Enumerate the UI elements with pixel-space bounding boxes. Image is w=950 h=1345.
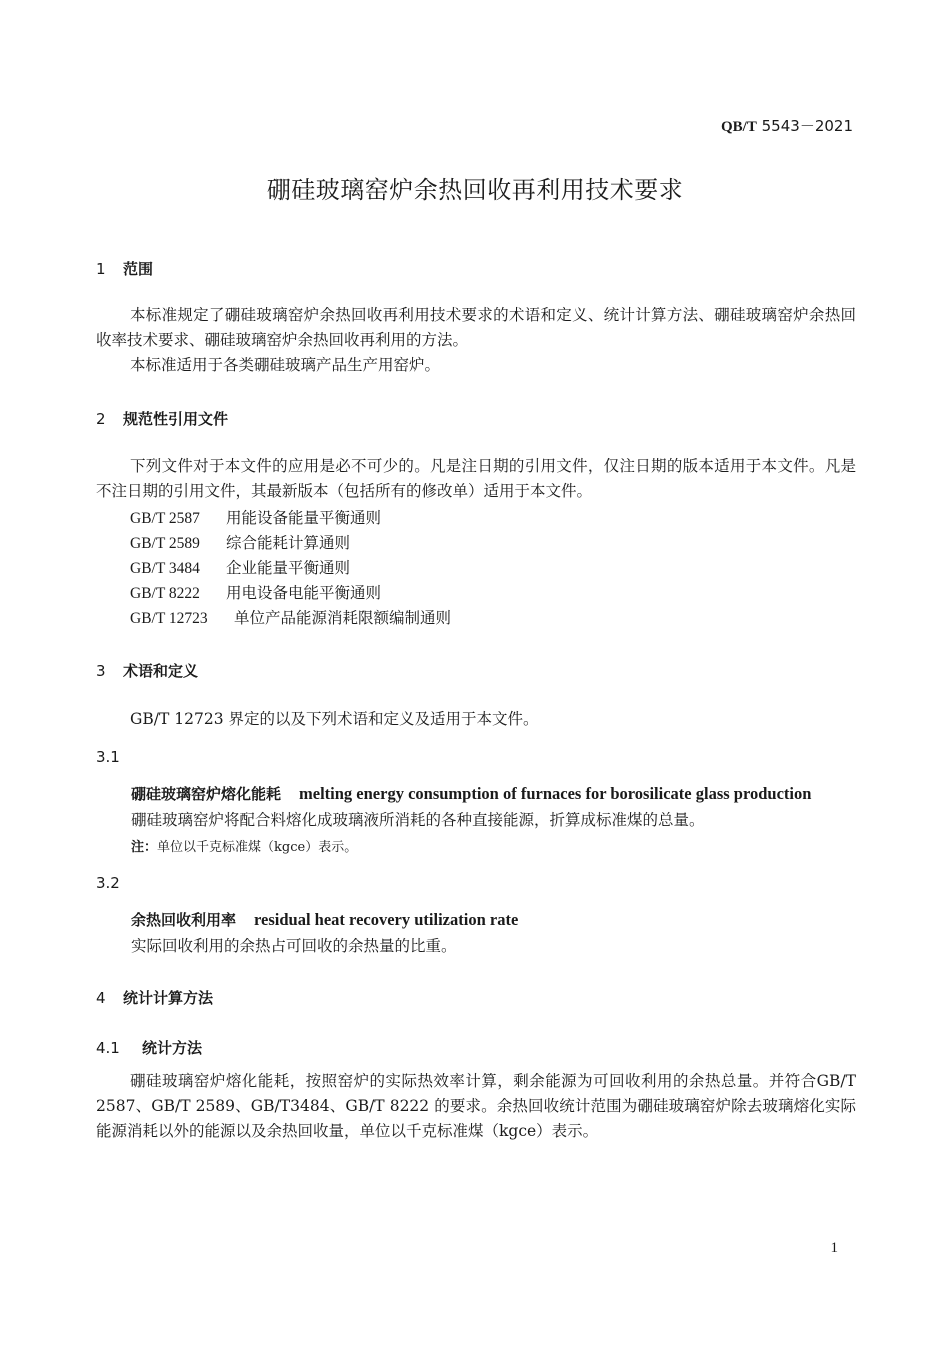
- reference-item: [130, 531, 350, 553]
- reference-name: 综合能耗计算通则: [226, 534, 351, 552]
- reference-code: GB/T 12723: [130, 610, 208, 627]
- section-title: 术语和定义: [123, 662, 199, 680]
- term-chinese: 硼硅玻璃窑炉熔化能耗: [131, 785, 282, 803]
- section-1-heading: [96, 258, 153, 279]
- section-3-intro: GB/T 12723 界定的以及下列术语和定义及适用于本文件。: [130, 710, 539, 728]
- term-3-2: [131, 909, 518, 930]
- section-number: 4: [96, 989, 106, 1007]
- subsection-4-1-body: [96, 1069, 856, 1144]
- subsection-number: 4.1: [96, 1039, 120, 1057]
- section-number: 1: [96, 260, 106, 278]
- section-2-heading: [96, 408, 228, 429]
- reference-code: GB/T 8222: [130, 585, 200, 602]
- term-definition: 实际回收利用的余热占可回收的余热量的比重。: [131, 937, 457, 955]
- reference-name: 单位产品能源消耗限额编制通则: [234, 609, 452, 627]
- reference-code: GB/T 2589: [130, 535, 200, 552]
- term-3-1-number: 3.1: [96, 748, 120, 766]
- reference-name: 用能设备能量平衡通则: [226, 509, 382, 527]
- section-number: 3: [96, 662, 106, 680]
- reference-name: 企业能量平衡通则: [226, 559, 351, 577]
- term-chinese: 余热回收利用率: [131, 911, 237, 929]
- term-note: [131, 836, 357, 855]
- page-number: 1: [830, 1240, 838, 1256]
- section-title: 范围: [123, 260, 154, 278]
- reference-item: [130, 606, 451, 628]
- section-4-heading: [96, 987, 213, 1008]
- standard-number: [721, 115, 853, 136]
- paragraph: 本标准适用于各类硼硅玻璃产品生产用窑炉。: [130, 356, 441, 374]
- reference-item: [130, 581, 381, 603]
- term-3-2-number: 3.2: [96, 874, 120, 892]
- standard-code: 5543－2021: [761, 117, 853, 135]
- reference-name: 用电设备电能平衡通则: [226, 584, 382, 602]
- reference-item: [130, 556, 350, 578]
- section-1-body: [96, 303, 856, 378]
- term-3-1: [131, 783, 811, 804]
- document-title: 硼硅玻璃窑炉余热回收再利用技术要求: [266, 176, 684, 204]
- term-definition: 硼硅玻璃窑炉将配合料熔化成玻璃液所消耗的各种直接能源，折算成标准煤的总量。: [131, 811, 705, 829]
- note-label: 注：: [131, 840, 158, 855]
- subsection-4-1-heading: [96, 1037, 202, 1058]
- section-number: 2: [96, 410, 106, 428]
- term-english: residual heat recovery utilization rate: [254, 910, 519, 929]
- term-english: melting energy consumption of furnaces for borosilicate glass production: [299, 784, 812, 803]
- reference-item: [130, 506, 381, 528]
- reference-code: GB/T 2587: [130, 510, 200, 527]
- section-title: 规范性引用文件: [123, 410, 229, 428]
- standard-prefix: QB/T: [721, 119, 757, 135]
- paragraph: 硼硅玻璃窑炉熔化能耗，按照窑炉的实际热效率计算，剩余能源为可回收利用的余热总量。并符合GB/T 2587、GB/T 2589、GB/T3484、GB/T 8222 的要求。余热回收统计范围为硼硅玻璃窑炉除去玻璃熔化实际能源消耗以外的能源以及余热回收量，单位以千克标准煤（kgce）表示。: [96, 1072, 856, 1140]
- paragraph: 下列文件对于本文件的应用是必不可少的。凡是注日期的引用文件，仅注日期的版本适用于本文件。凡是不注日期的引用文件，其最新版本（包括所有的修改单）适用于本文件。: [96, 457, 856, 500]
- paragraph: 本标准规定了硼硅玻璃窑炉余热回收再利用技术要求的术语和定义、统计计算方法、硼硅玻璃窑炉余热回收率技术要求、硼硅玻璃窑炉余热回收再利用的方法。: [96, 306, 856, 349]
- section-3-heading: [96, 660, 198, 681]
- note-text: 单位以千克标准煤（kgce）表示。: [157, 840, 358, 855]
- reference-code: GB/T 3484: [130, 560, 200, 577]
- section-title: 统计计算方法: [123, 989, 214, 1007]
- subsection-title: 统计方法: [142, 1039, 203, 1057]
- section-2-body: [96, 454, 856, 504]
